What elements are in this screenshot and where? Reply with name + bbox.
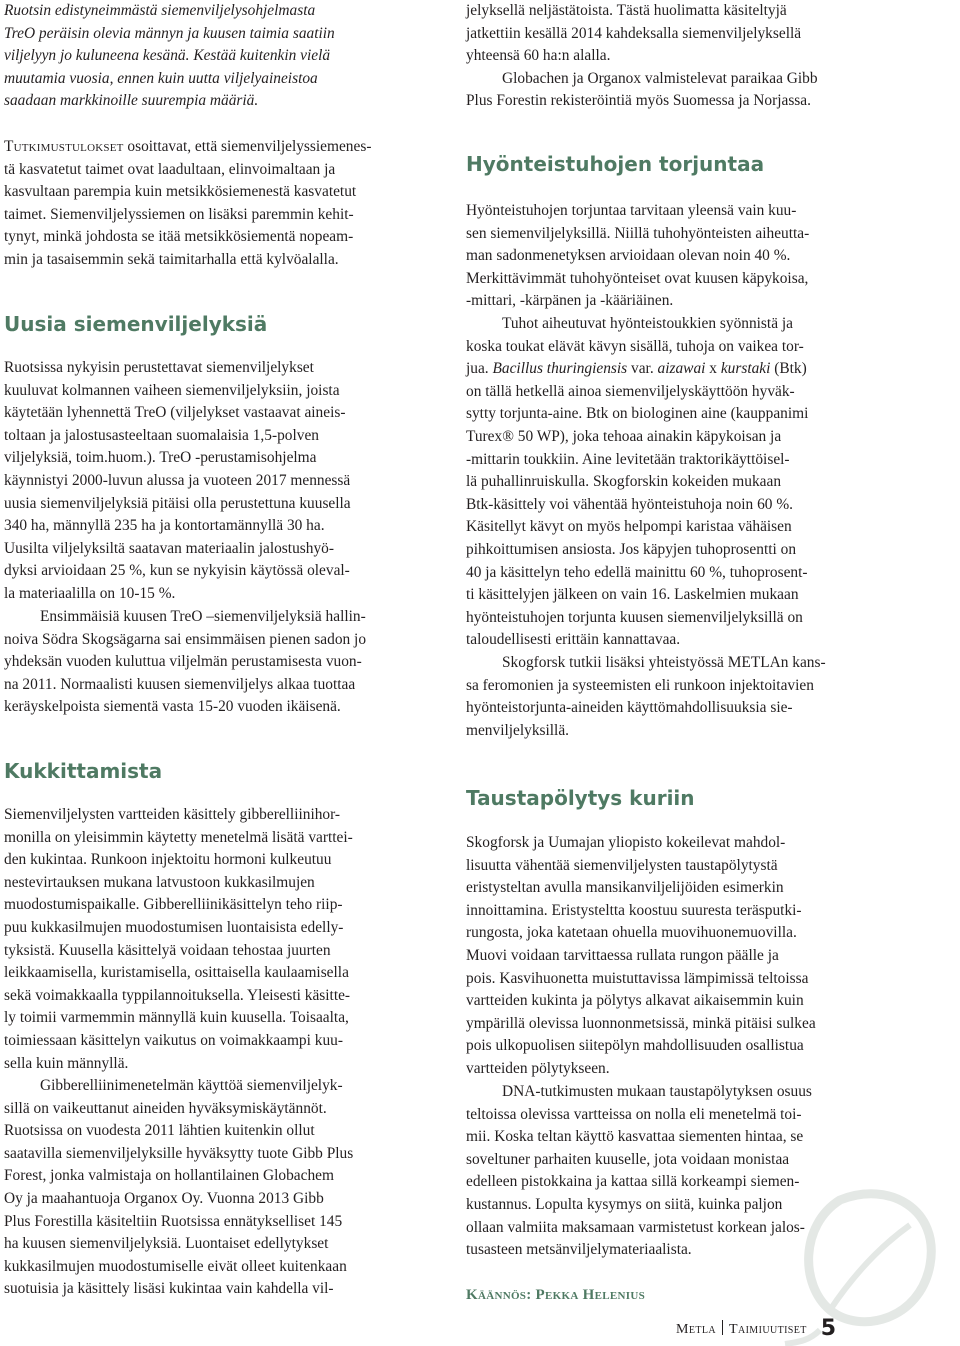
text-line: suotuisia ja käsittely lisäsi kukintaa vain kahdella vil- — [4, 1280, 334, 1298]
text-line: na 2011. Normaalisti kuusen siemenviljelys alkaa tuottaa — [4, 675, 356, 693]
text-line: koska toukat elävät kävyn sisällä, tuhoja on vaikea tor- — [466, 337, 804, 355]
text-line — [4, 136, 436, 159]
text-line: toimiessaan käsittelyn vaikutus on voimakkaampi kuu- — [4, 1031, 343, 1049]
hyonteis-paragraph-3 — [466, 652, 906, 742]
species-name: aizawai — [657, 360, 706, 378]
publisher-name: Metla — [676, 1322, 716, 1337]
text-line: toltaan ja jalostusasteeltaan suomalaisia 1,5-polven — [4, 426, 319, 444]
hyonteis-paragraph-1 — [466, 200, 906, 313]
text-line: sillä on vaikeuttanut aineiden hyväksymiskäytännöt. — [4, 1099, 327, 1117]
text-line: kuuluvat kolmannen vaiheen siemenviljelyksiin, joista — [4, 381, 340, 399]
text-line: Globachen ja Organox valmistelevat paraikaa Gibb — [502, 69, 818, 87]
text-line: uusia siemenviljelyksiä pitäisi olla perustettuna kuusella — [4, 494, 351, 512]
text-line: soveltuner parhaiten kuuselle, jota voidaan monistaa — [466, 1150, 790, 1168]
text-line: Ruotsissa on vuodesta 2011 lähtien kuitenkin ollut — [4, 1122, 315, 1140]
text-line: rungosta, joka katetaan ohuella muovihuonemuovilla. — [466, 924, 797, 942]
text-line: edelleen pistokkaina ja kattaa sillä korkeampi siemen- — [466, 1173, 800, 1191]
text-line: hyönteistuhojen torjunta kuusen siemenviljelyksillä on — [466, 608, 803, 626]
publication-name: Taimiuutiset — [729, 1322, 807, 1337]
text-line: hyönteistorjunta-aineiden käyttömahdollisuuksia sie- — [466, 699, 793, 717]
text-line: TreO peräisin olevia männyn ja kuusen taimia saatiin — [4, 24, 335, 42]
text-line: den kukintaa. Runkoon injektoitu hormoni kulkeutuu — [4, 851, 332, 869]
text-fragment: (Btk) — [770, 360, 807, 378]
text-line: Käsitellyt kävyt on myös helpompi karistaa vähäisen — [466, 518, 792, 536]
text-line: Gibberelliinimenetelmän käyttöä siemenviljelyk- — [40, 1077, 343, 1094]
text-line: Siemenviljelysten vartteiden käsittely gibberelliinihor- — [4, 806, 341, 823]
text-line: Turex® 50 WP), joka tehoaa ainakin käpykoisan ja — [466, 427, 782, 445]
text-line: on tällä hetkellä ainoa siemenviljelyskäyttöön hyväk- — [466, 382, 795, 400]
text-line: muutamia vuosia, ennen kuin uutta viljelyaineistoa — [4, 69, 318, 87]
text-line: teltoissa olevissa vartteissa on nolla eli menetelmä toi- — [466, 1105, 802, 1123]
text-line: viljelyksiä, toim.huom.). TreO -perustamisohjelma — [4, 449, 317, 467]
text-line: sekä voimakkaalla typpilannoituksella. Yleisesti käsitte- — [4, 986, 351, 1004]
text-line: yhteensä 60 ha:n alalla. — [466, 47, 611, 65]
text-line: ha kuusen siemenviljelyksiä. Luontaiset edellytykset — [4, 1235, 329, 1253]
text-line: Skogforsk ja Uumajan yliopisto kokeilevat mahdol- — [466, 834, 786, 851]
text-line: saadaan markkinoille suurempia määriä. — [4, 92, 259, 110]
text-line: ollaan valmiita maksamaan varmistetust korkean jalos- — [466, 1218, 805, 1236]
text-line: sa feromonien ja systeemisten eli runkoon injektoitavien — [466, 676, 814, 694]
text-line: Muovi voidaan tarvittaessa rullata rungon päälle ja — [466, 946, 779, 964]
text-line: Forest, jonka valmistaja on hollantilainen Globachem — [4, 1167, 334, 1185]
text-line: la materiaalilla on 10-15 %. — [4, 584, 176, 602]
species-name: Bacillus thuringiensis — [492, 360, 628, 378]
taustapolytys-paragraph-2 — [466, 1081, 906, 1262]
results-paragraph — [4, 136, 436, 272]
text-line: leikkaamisella, kuristamisella, osittaisella kaulaamisella — [4, 964, 349, 982]
text-line: lisuutta vähentää siemenviljelysten taustapölytystä — [466, 856, 778, 874]
kukkittamista-paragraph-1 — [4, 804, 436, 1075]
text-line: vartteiden pölytykseen. — [466, 1059, 610, 1077]
uusia-paragraph-2 — [4, 606, 436, 719]
text-line: noiva Södra Skogsägarna sai ensimmäisen pienen sadon jo — [4, 630, 367, 648]
text-line: sytty torjunta-aine. Btk on biologinen aine (kauppanimi — [466, 405, 809, 423]
text-line: taloudellisesti erittäin kannattavaa. — [466, 631, 681, 649]
text-line: Uusilta viljelyksiltä saatavan materiaalin jalostushyö- — [4, 539, 334, 557]
text-line: jelyksellä neljästätoista. Tästä huolimatta käsiteltyjä — [466, 2, 787, 19]
text-line: menviljelyksillä. — [466, 721, 570, 739]
text-line: ympärillä olevissa luonnonmetsissä, minkä pitäisi sulkea — [466, 1014, 816, 1032]
text-line — [466, 358, 906, 381]
translation-credit: Käännös: Pekka Helenius — [466, 1287, 646, 1303]
text-line: muodostumispaikalle. Gibberelliinikäsittelyn teho riip- — [4, 896, 343, 914]
text-line: tynyt, minkä johdosta se itää metsikkösiementä nopeam- — [4, 228, 354, 246]
text-line: Skogforsk tutkii lisäksi yhteistyössä METLAn kans- — [502, 654, 826, 671]
text-fragment: var. — [627, 360, 658, 378]
text-line: nestevirtauksen mukana latvustoon kukkasilmujen — [4, 873, 315, 891]
text-line: Merkittävimmät tuhohyönteiset ovat kuusen käpykoisa, — [466, 269, 809, 287]
text-line: eristysteltan avulla mansikanviljelijöiden esimerkin — [466, 879, 784, 897]
intro-paragraph — [4, 0, 436, 113]
text-line: innoittamina. Eristysteltta koostuu suuresta teräsputki- — [466, 901, 802, 919]
text-line: lä puhallinruiskulla. Skogforskin kokeiden mukaan — [466, 473, 782, 491]
text-fragment: osoittavat, että siemenviljelyssiemenes- — [123, 138, 372, 155]
text-line: tyksistä. Kuusella käsittelyä voidaan tehostaa juurten — [4, 941, 331, 959]
text-line: min ja tasaisemmin sekä taimitarhalla että kylvöalalla. — [4, 250, 339, 268]
text-line: vartteiden kukinta ja pölytys alkavat aikaisemmin kuin — [466, 992, 804, 1010]
hyonteis-paragraph-2 — [466, 313, 906, 652]
text-line: 340 ha, männyllä 235 ha ja kontortamännyllä 30 ha. — [4, 517, 325, 535]
text-line: viljelyyn jo kuluneena kesänä. Kestää kuitenkin vielä — [4, 47, 331, 65]
footer-divider — [722, 1320, 723, 1335]
text-line: käynnistyi 2000-luvun alussa ja vuoteen 2017 mennessä — [4, 471, 351, 489]
section-heading: Kukkittamista — [4, 759, 163, 783]
text-line: man sadonmenetyksen arvioidaan olevan noin 40 %. — [466, 247, 791, 265]
text-line: Tuhot aiheutuvat hyönteistoukkien syönnistä ja — [502, 315, 793, 332]
text-line: ly toimii varmemmin männyllä kuin kuusella. Toisaalta, — [4, 1009, 349, 1027]
text-line: 40 ja käsittelyn teho edellä mainittu 60 %, tuhoprosent- — [466, 563, 808, 581]
text-line: Plus Forestin rekisteröintiä myös Suomessa ja Norjassa. — [466, 92, 811, 110]
text-line: taimet. Siemenviljelyssiemen on lisäksi paremmin kehit- — [4, 205, 354, 223]
uusia-paragraph-1 — [4, 357, 436, 606]
text-line: ti käsittelyjen jälkeen on vain 16. Laskelmien mukaan — [466, 586, 799, 604]
text-line: Ruotsissa nykyisin perustettavat siemenviljelykset — [4, 359, 314, 376]
species-name: kurstaki — [720, 360, 771, 378]
text-line: monilla on yleisimmin käytetty menetelmä lisätä varttei- — [4, 828, 353, 846]
text-line: saatavilla siemenviljelyksille hyväksytty tuote Gibb Plus — [4, 1144, 354, 1162]
text-line: pois ulkopuolisen siitepölyn mahdollisuuden osallistua — [466, 1037, 804, 1055]
text-fragment: x — [705, 360, 721, 378]
text-line: -mittari, -kärpänen ja -kääriäinen. — [466, 292, 674, 310]
text-line: kukkasilmujen muodostumiselle eivät olleet kuitenkaan — [4, 1257, 347, 1275]
text-line: tusasteen metsänviljelymateriaalista. — [466, 1241, 692, 1259]
text-line: Oy ja maahantuoja Organox Oy. Vuonna 2013 Gibb — [4, 1189, 324, 1207]
text-line: -mittarin toukkiin. Aine levitetään traktorikäyttöisel- — [466, 450, 790, 468]
text-line: pois. Kasvihuonetta muistuttavissa lämpimissä teltoissa — [466, 969, 809, 987]
continued-paragraph — [466, 0, 906, 113]
text-fragment: jua. — [466, 360, 493, 378]
text-line: puu kukkasilmujen muodostumisen luontaisista edelly- — [4, 918, 344, 936]
text-line: kustannus. Lopulta kysymys on siitä, kuinka paljon — [466, 1195, 783, 1213]
text-line: Ensimmäisiä kuusen TreO –siemenviljelyksiä hallin- — [40, 608, 366, 625]
section-heading: Uusia siemenviljelyksiä — [4, 312, 268, 336]
text-line: yhdeksän vuoden kuluttua viljelmän perustamisesta vuon- — [4, 653, 362, 671]
text-line: sella kuin männyllä. — [4, 1054, 129, 1072]
page-footer — [676, 1318, 836, 1340]
text-line: kasvultaan parempia kuin metsikkösiemenestä kasvatetut — [4, 183, 357, 201]
text-line: sen siemenviljelyksillä. Niillä tuhohyönteisten aiheutta- — [466, 224, 810, 242]
text-line: Plus Forestilla käsiteltiin Ruotsissa ennätykselliset 145 — [4, 1212, 343, 1230]
text-line: käytetään lyhennettä TreO (viljelykset vastaavat aineis- — [4, 404, 346, 422]
page-number: 5 — [820, 1316, 837, 1341]
section-heading: Hyönteistuhojen torjuntaa — [466, 152, 765, 176]
kukkittamista-paragraph-2 — [4, 1075, 436, 1301]
paragraph-lead-in: Tutkimustulokset — [4, 138, 124, 155]
text-line: Hyönteistuhojen torjuntaa tarvitaan yleensä vain kuu- — [466, 202, 797, 219]
text-line: Btk-käsittely voi vähentää hyönteistuhoja noin 60 %. — [466, 495, 793, 513]
text-line: Ruotsin edistyneimmästä siemenviljelysohjelmasta — [4, 2, 316, 19]
text-line: tä kasvatetut taimet ovat laadultaan, elinvoimaltaan ja — [4, 160, 336, 178]
text-line: keräyskelpoista siementä vasta 15-20 vuoden ikäisenä. — [4, 698, 341, 716]
taustapolytys-paragraph-1 — [466, 832, 906, 1081]
section-heading: Taustapölytys kuriin — [466, 786, 695, 810]
text-line: DNA-tutkimusten mukaan taustapölytyksen osuus — [502, 1083, 812, 1100]
text-line: pihkoittumisen ansiosta. Jos käpyjen tuhoprosentti on — [466, 540, 797, 558]
text-line: jatkettiin kesällä 2014 kahdeksalla siemenviljelyksellä — [466, 24, 802, 42]
text-line: mii. Koska teltan käyttö kasvattaa siementen hintaa, se — [466, 1128, 804, 1146]
text-line: dyksi arvioidaan 25 %, kun se nykyisin käytössä oleval- — [4, 562, 350, 580]
